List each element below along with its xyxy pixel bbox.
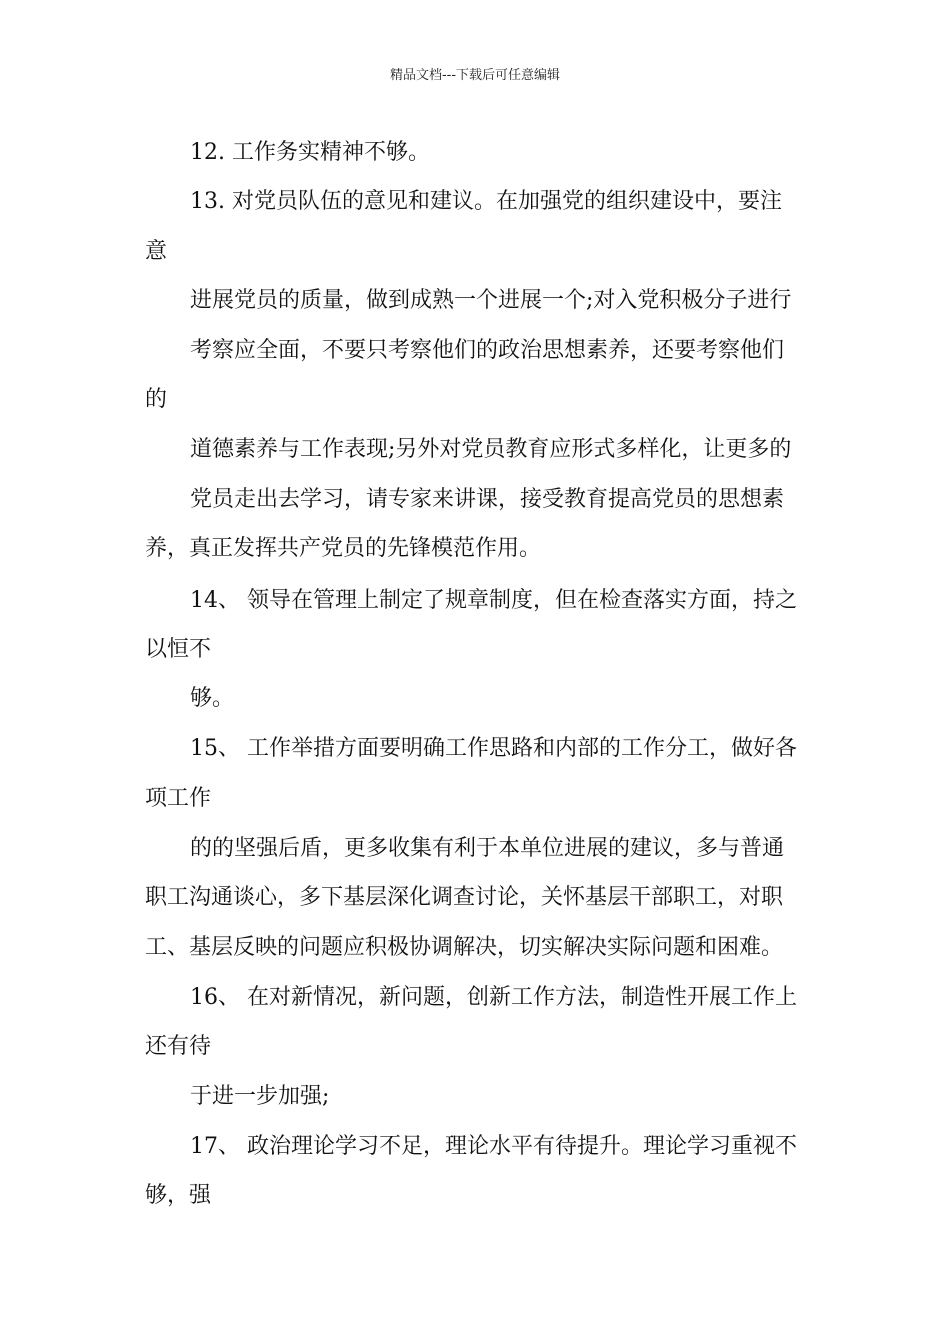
text-line: 够。 (190, 686, 235, 711)
text-line: 以恒不 (145, 637, 212, 662)
text-line: 15、 工作举措方面要明确工作思路和内部的工作分工，做好各 (190, 736, 797, 761)
text-line: 够，强 (145, 1183, 212, 1208)
text-line: 道德素养与工作表现;另外对党员教育应形式多样化，让更多的 (190, 437, 792, 462)
text-line: 党员走出去学习，请专家来讲课，接受教育提高党员的思想素 (190, 487, 785, 512)
text-line: 考察应全面，不要只考察他们的政治思想素养，还要考察他们 (190, 338, 785, 363)
text-line: 意 (145, 239, 168, 264)
text-line: 17、 政治理论学习不足，理论水平有待提升。理论学习重视不 (190, 1134, 797, 1159)
page-header: 精品文档---下载后可任意编辑 (389, 68, 561, 83)
text-line: 14、 领导在管理上制定了规章制度，但在检查落实方面，持之 (190, 588, 797, 613)
text-line: 职工沟通谈心，多下基层深化调查讨论，关怀基层干部职工，对职 (145, 885, 784, 910)
text-line: 还有待 (145, 1034, 212, 1059)
text-line: 12. 工作务实精神不够。 (190, 140, 430, 165)
text-line: 养，真正发挥共产党员的先锋模范作用。 (145, 536, 542, 561)
text-line: 工、基层反映的问题应积极协调解决，切实解决实际问题和困难。 (145, 935, 784, 960)
text-line: 的 (145, 387, 168, 412)
text-line: 16、 在对新情况，新问题，创新工作方法，制造性开展工作上 (190, 985, 797, 1010)
text-line: 13. 对党员队伍的意见和建议。在加强党的组织建设中，要注 (190, 189, 782, 214)
text-line: 于进一步加强; (190, 1084, 330, 1109)
text-line: 项工作 (145, 786, 212, 811)
text-line: 的的坚强后盾，更多收集有利于本单位进展的建议，多与普通 (190, 836, 785, 861)
text-line: 进展党员的质量，做到成熟一个进展一个;对入党积极分子进行 (190, 288, 792, 313)
